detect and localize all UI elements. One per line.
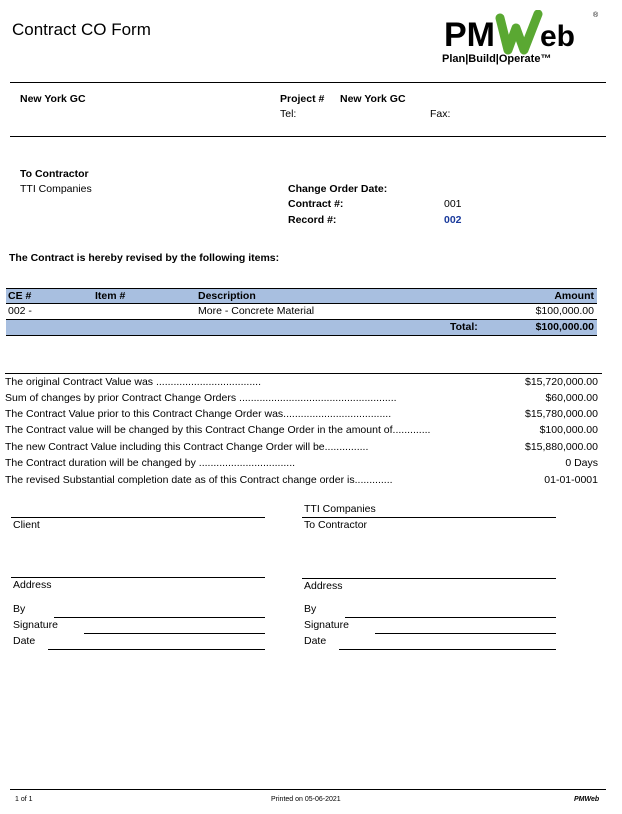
col-amount: Amount	[554, 290, 594, 302]
total-label: Total:	[450, 321, 478, 333]
contract-value: 001	[444, 198, 462, 210]
contractor-label: To Contractor	[304, 519, 368, 531]
footer-printed: Printed on 05-06-2021	[271, 796, 341, 803]
row-description: More - Concrete Material	[198, 305, 315, 317]
summary-row	[5, 407, 598, 423]
fax-label: Fax:	[430, 108, 451, 120]
contractor-company: TTI Companies	[304, 503, 376, 515]
summary-label: The Contract value will be changed by this Contract Change Order in the amount of.............	[5, 424, 431, 436]
client-label: Client	[13, 519, 40, 531]
co-date-label: Change Order Date:	[288, 183, 388, 195]
summary-label: The Contract duration will be changed by .................................	[5, 457, 296, 469]
to-company: TTI Companies	[20, 183, 92, 195]
svg-text:PM: PM	[444, 16, 495, 54]
summary-value: 01-01-0001	[544, 474, 598, 486]
registered-mark: ®	[593, 12, 599, 19]
summary-label: The new Contract Value including this Contract Change Order will be...............	[5, 441, 369, 453]
record-label: Record #:	[288, 214, 337, 226]
summary-value: 0 Days	[565, 457, 598, 469]
svg-text:eb: eb	[540, 20, 576, 53]
page-title: Contract CO Form	[12, 20, 151, 39]
project-label: Project #	[280, 93, 325, 105]
summary-value: $15,780,000.00	[525, 408, 598, 420]
contractor-address-label: Address	[304, 580, 343, 592]
record-value: 002	[444, 214, 462, 226]
col-item: Item #	[95, 290, 126, 302]
from-company: New York GC	[20, 93, 86, 105]
logo-tagline: Plan|Build|Operate™	[442, 53, 552, 65]
client-date-label: Date	[13, 635, 36, 647]
project-value: New York GC	[340, 93, 406, 105]
to-heading: To Contractor	[20, 168, 89, 180]
client-by-label: By	[13, 603, 26, 615]
contractor-signature-label: Signature	[304, 619, 349, 631]
items-table-total	[6, 319, 597, 336]
client-signature-label: Signature	[13, 619, 58, 631]
col-description: Description	[198, 290, 256, 302]
row-amount: $100,000.00	[535, 305, 594, 317]
total-value: $100,000.00	[535, 321, 594, 333]
footer-brand: PMWeb	[574, 796, 600, 803]
summary-label: Sum of changes by prior Contract Change Orders ......................................................	[5, 392, 397, 404]
summary-value: $15,720,000.00	[525, 376, 598, 388]
row-ce: 002 -	[8, 305, 32, 317]
contract-label: Contract #:	[288, 198, 344, 210]
summary-row	[5, 456, 598, 472]
footer-page: 1 of 1	[15, 796, 33, 803]
summary-row	[5, 473, 598, 489]
contractor-by-label: By	[304, 603, 317, 615]
client-address-label: Address	[13, 579, 52, 591]
summary-row	[5, 440, 598, 456]
revision-heading: The Contract is hereby revised by the following items:	[9, 252, 280, 264]
table-row	[6, 304, 597, 318]
summary-row	[5, 375, 598, 391]
tel-label: Tel:	[280, 108, 297, 120]
summary-value: $100,000.00	[539, 424, 598, 436]
contractor-date-label: Date	[304, 635, 327, 647]
summary-row	[5, 423, 598, 439]
summary-label: The Contract Value prior to this Contract Change Order was.....................................	[5, 408, 392, 420]
items-table-header	[6, 288, 597, 304]
summary-label: The revised Substantial completion date as of this Contract change order is.............	[5, 474, 393, 486]
summary-value: $60,000.00	[545, 392, 598, 404]
col-ce: CE #	[8, 290, 32, 302]
summary-row	[5, 391, 598, 407]
summary-label: The original Contract Value was ....................................	[5, 376, 261, 388]
summary-value: $15,880,000.00	[525, 441, 598, 453]
